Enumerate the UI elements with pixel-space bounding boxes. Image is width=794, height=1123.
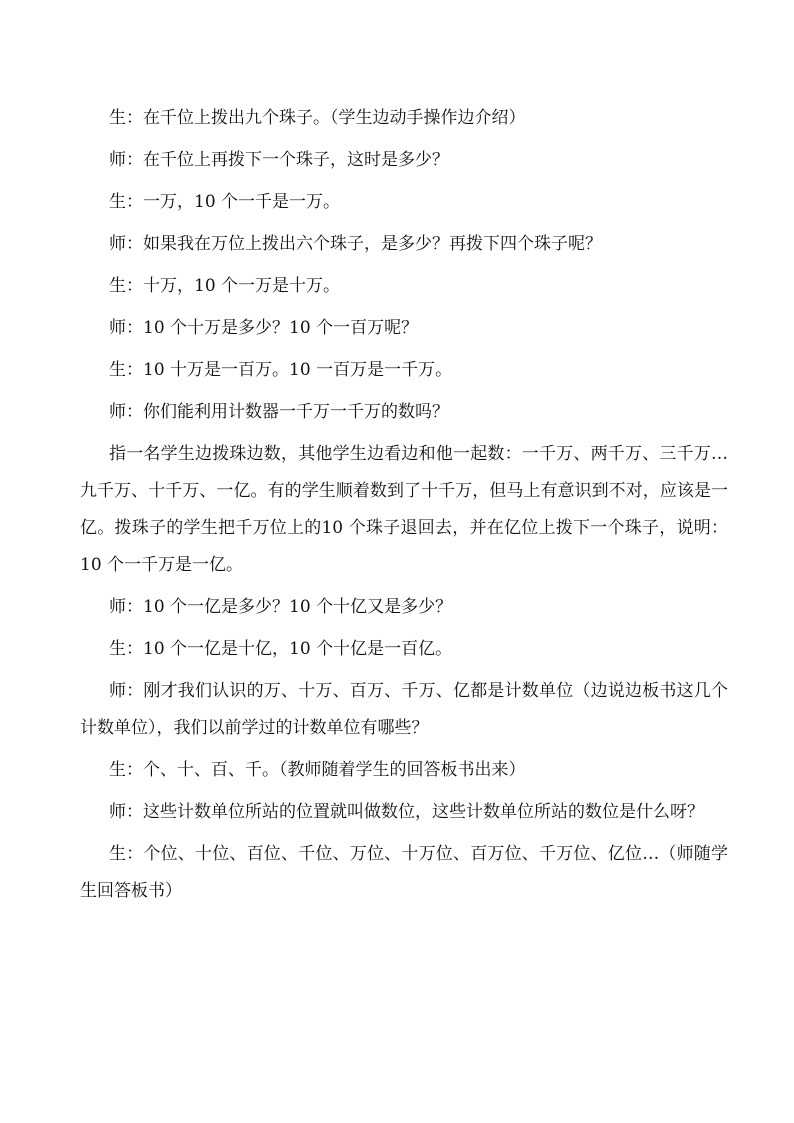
dialogue-line: 生：10 十万是一百万。10 一百万是一千万。: [109, 360, 453, 380]
dialogue-line: 生：十万，10 个一万是十万。: [109, 276, 341, 296]
dialogue-line: 生：个、十、百、千。（教师随着学生的回答板书出来）: [109, 760, 526, 780]
narrative-paragraph: 指一名学生边拨珠边数，其他学生边看边和他一起数：一千万、两千万、三千万…九千万、十千万、一亿。有的学生顺着数到了十千万，但马上有意识到不对，应该是一亿。拨珠子的学生把千万位上的10 个珠子退回去，并在亿位上拨下一个珠子，说明：10 个一千万是一亿。: [80, 444, 728, 575]
dialogue-line: 师：刚才我们认识的万、十万、百万、千万、亿都是计数单位（边说边板书这几个计数单位），我们以前学过的计数单位有哪些？: [80, 681, 728, 738]
dialogue-line: 师：10 个一亿是多少？10 个十亿又是多少？: [109, 597, 453, 617]
dialogue-line: 师：你们能利用计数器一千万一千万的数吗？: [109, 402, 449, 422]
dialogue-line: 生：个位、十位、百位、千位、万位、十万位、百万位、千万位、亿位…（师随学生回答板书）: [80, 844, 728, 901]
dialogue-line: 师：如果我在万位上拨出六个珠子，是多少？再拨下四个珠子呢？: [109, 234, 602, 254]
dialogue-line: 生：一万，10 个一千是一万。: [109, 192, 341, 212]
dialogue-line: 生：10 个一亿是十亿，10 个十亿是一百亿。: [109, 639, 453, 659]
dialogue-line: 师：10 个十万是多少？10 个一百万呢？: [109, 318, 419, 338]
dialogue-line: 师：在千位上再拨下一个珠子，这时是多少？: [109, 150, 449, 170]
document-page: [80, 100, 728, 915]
dialogue-line: 师：这些计数单位所站的位置就叫做数位，这些计数单位所站的数位是什么呀？: [109, 802, 704, 822]
dialogue-line: 生：在千位上拨出九个珠子。（学生边动手操作边介绍）: [109, 108, 526, 128]
